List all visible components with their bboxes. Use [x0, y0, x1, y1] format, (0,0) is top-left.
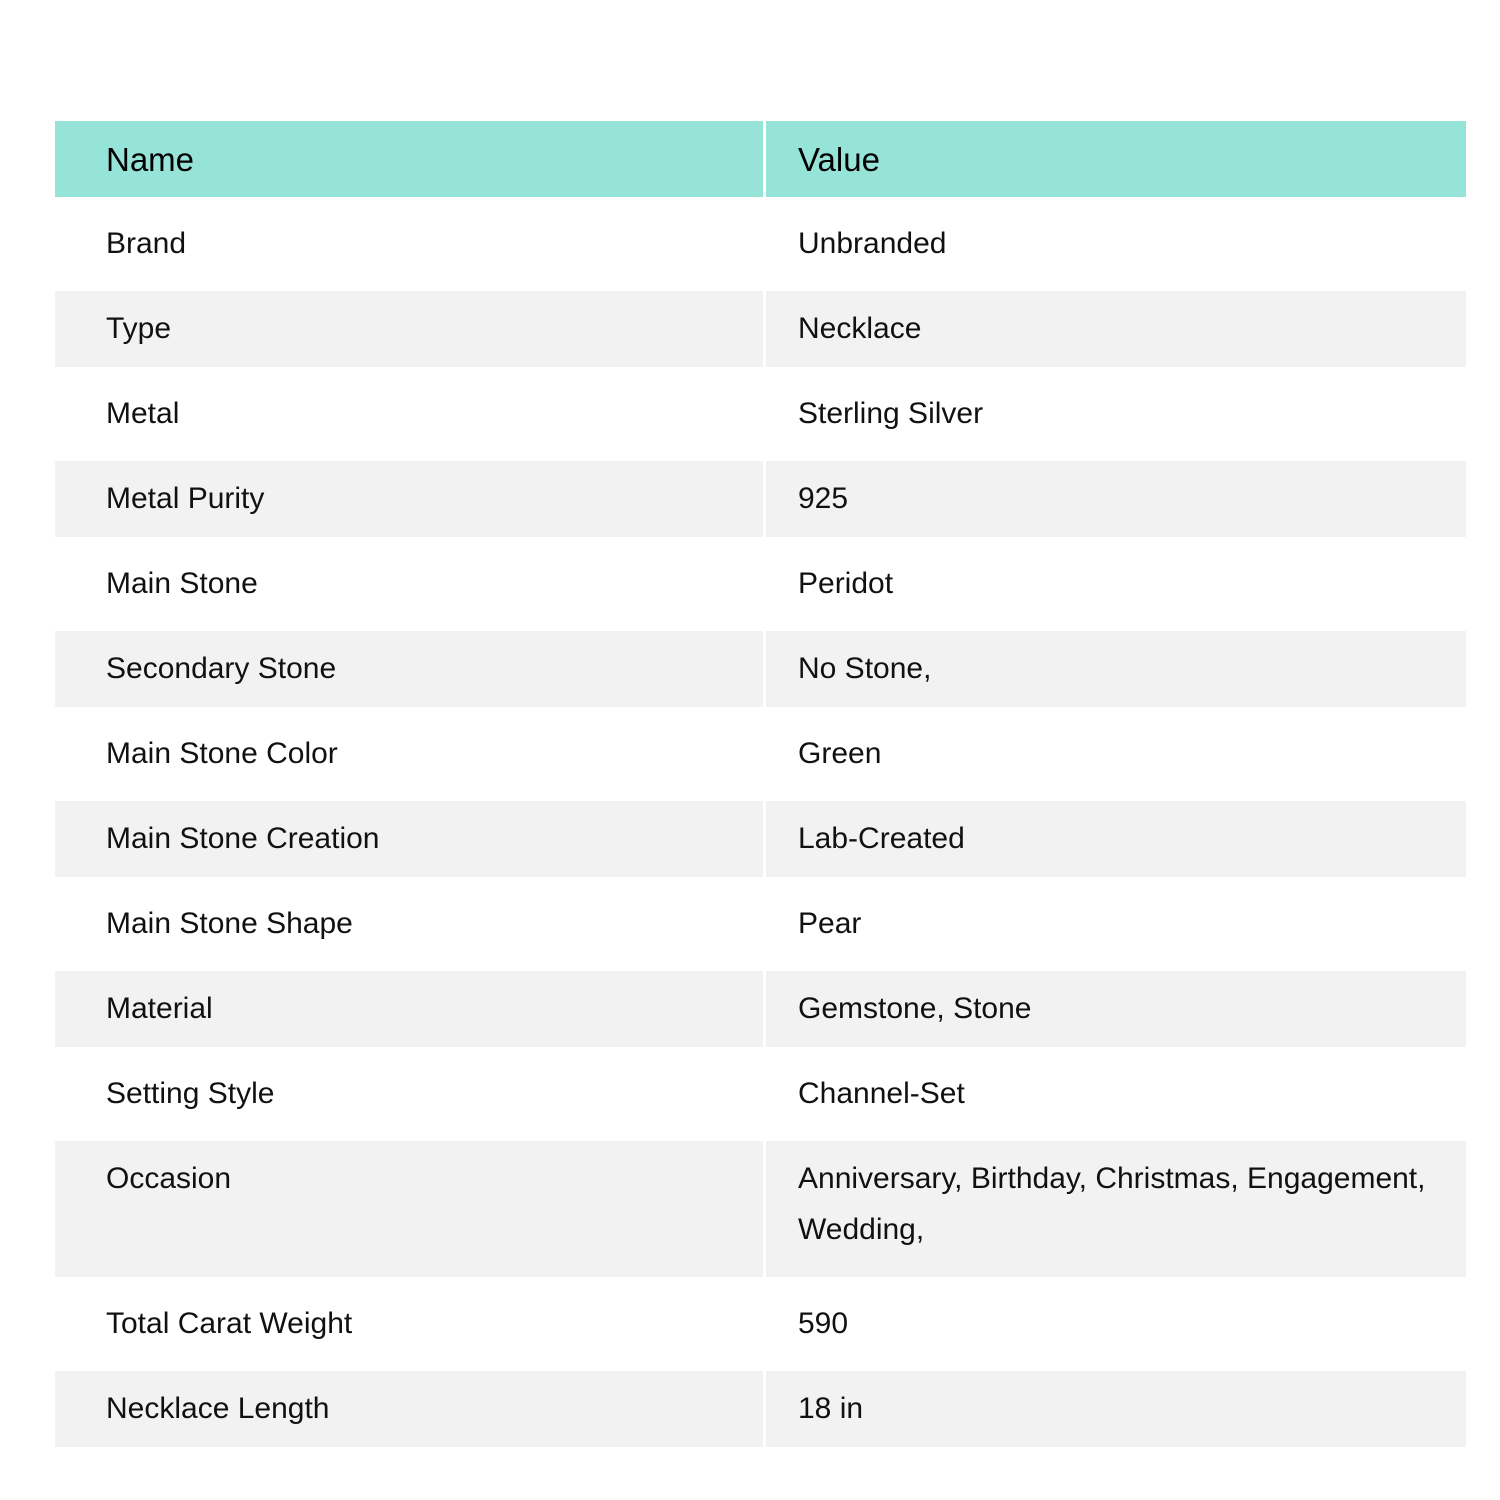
table-row: [55, 291, 1466, 367]
row-name-cell: Setting Style: [55, 1047, 766, 1141]
header-row: [55, 121, 1466, 197]
row-value-cell: Necklace: [766, 291, 1466, 367]
table-row: [55, 971, 1466, 1047]
table-row: [55, 1371, 1466, 1447]
row-name-cell: Main Stone Creation: [55, 801, 766, 877]
table-row: [55, 877, 1466, 971]
table-row: [55, 631, 1466, 707]
row-value-cell: Green: [798, 737, 882, 770]
row-value-cell: 925: [766, 461, 1466, 537]
row-name-cell: Main Stone Color: [55, 707, 766, 801]
row-name-cell: Metal Purity: [55, 461, 766, 537]
table-row: [55, 461, 1466, 537]
row-name-cell: Total Carat Weight: [55, 1277, 766, 1371]
column-header-name: Name: [55, 121, 766, 197]
row-value-cell: Unbranded: [798, 227, 947, 260]
row-name-cell: Brand: [55, 197, 766, 291]
row-name-cell: Main Stone: [55, 537, 766, 631]
row-name-cell: Material: [55, 971, 766, 1047]
table-row: [55, 197, 1466, 291]
column-header-value: Value: [766, 121, 1466, 197]
table-row: [55, 367, 1466, 461]
table-header: [55, 121, 1466, 197]
row-name-cell: Secondary Stone: [55, 631, 766, 707]
row-name-cell: Necklace Length: [55, 1371, 766, 1447]
row-name-cell: Main Stone Shape: [55, 877, 766, 971]
table-row: [55, 537, 1466, 631]
table-row: [55, 801, 1466, 877]
row-value-cell: Anniversary, Birthday, Christmas, Engagement, Wedding,: [766, 1141, 1466, 1277]
row-value-cell: Channel-Set: [798, 1077, 965, 1110]
spec-table: [55, 121, 1466, 1447]
row-value-cell: 590: [798, 1307, 849, 1340]
row-name-cell: Metal: [55, 367, 766, 461]
table-row: [55, 707, 1466, 801]
table-row: [55, 1047, 1466, 1141]
row-value-cell: Pear: [798, 907, 862, 940]
row-value-cell: Peridot: [798, 567, 894, 600]
table-row: [55, 1277, 1466, 1371]
row-name-cell: Occasion: [55, 1141, 766, 1277]
row-value-cell: Sterling Silver: [798, 397, 984, 430]
row-value-cell: 18 in: [766, 1371, 1466, 1447]
table-body: [55, 197, 1466, 1447]
table-row: [55, 1141, 1466, 1277]
row-value-cell: No Stone,: [766, 631, 1466, 707]
row-value-cell: Gemstone, Stone: [766, 971, 1466, 1047]
row-value-cell: Lab-Created: [766, 801, 1466, 877]
row-name-cell: Type: [55, 291, 766, 367]
